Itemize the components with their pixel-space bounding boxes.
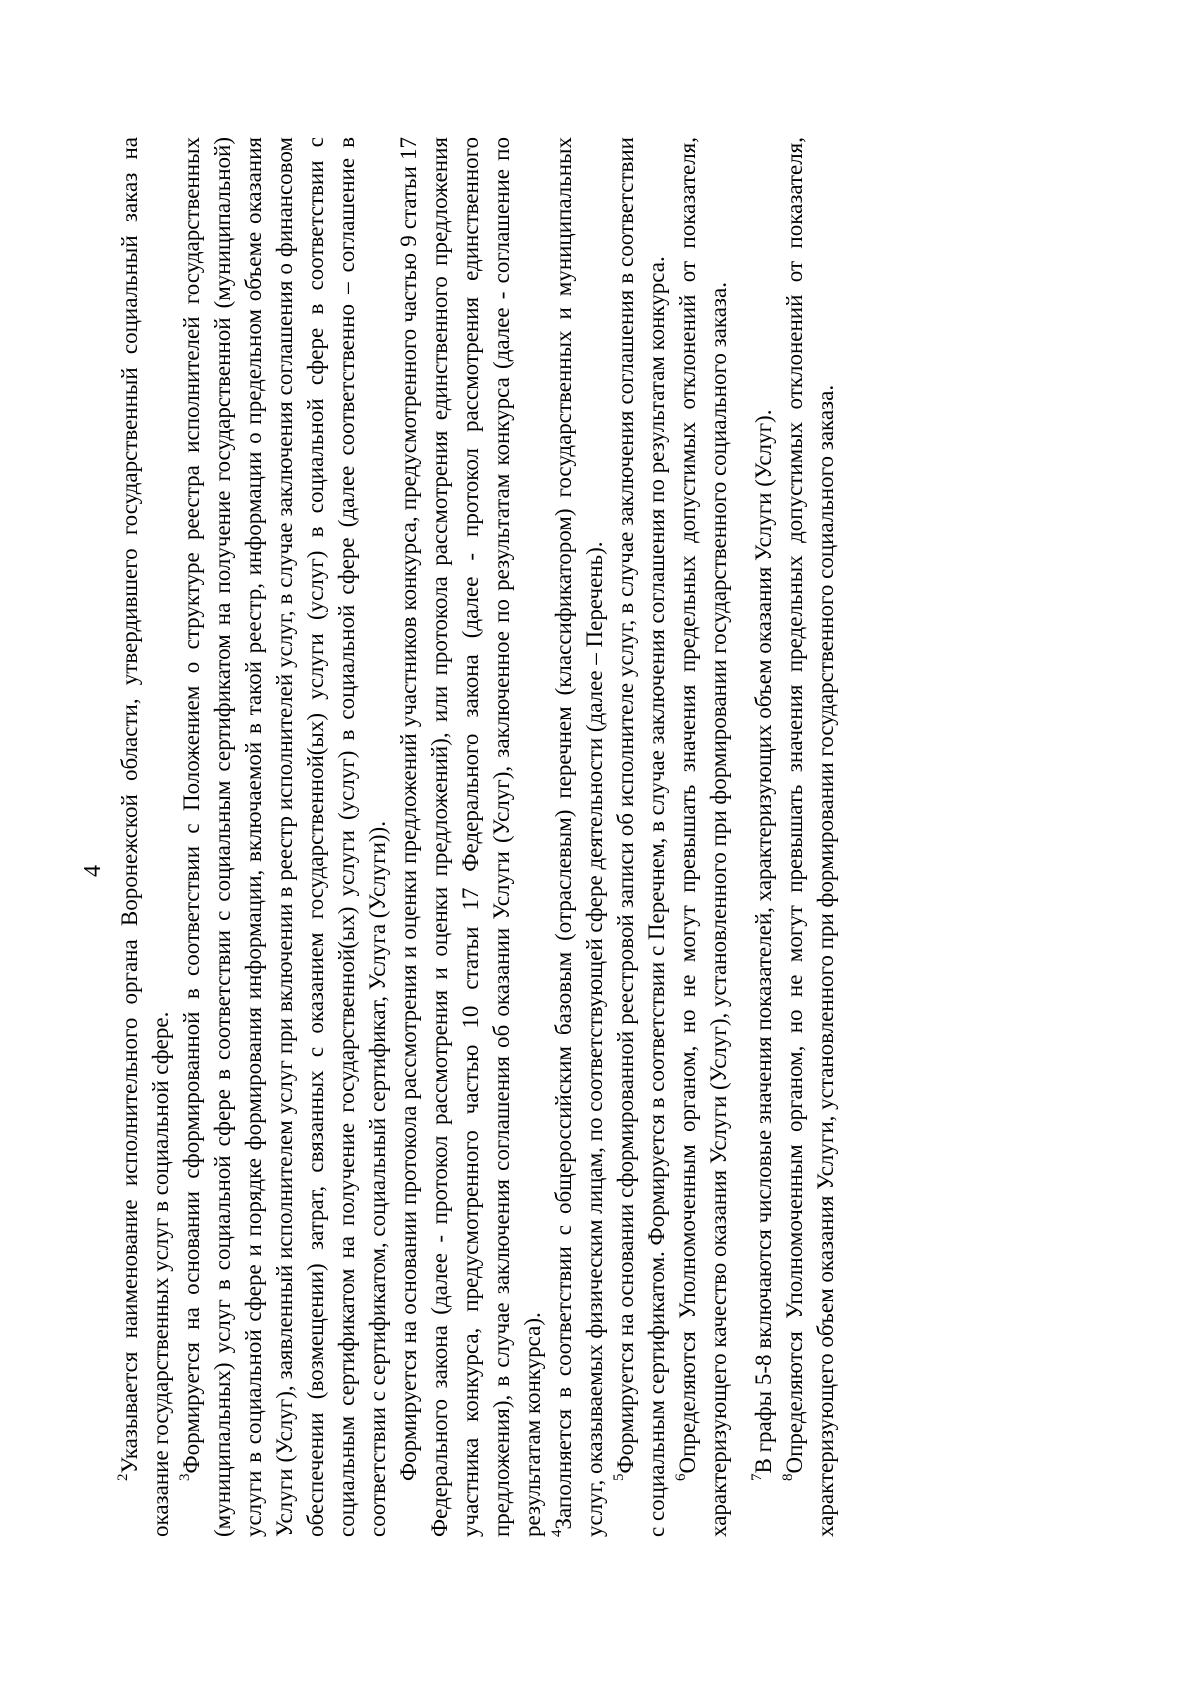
footnote [672, 137, 734, 1537]
footnote-marker: 6 [673, 1473, 690, 1481]
footnote-text: Определяются Уполномоченным органом, но не могут превышать значения предельных допустимых отклонений от показателя, характеризующего качество оказания Услуги (Услуг), установленного при формировании государственного социального заказа. [675, 137, 731, 1537]
footnote-marker: 8 [780, 1473, 797, 1481]
footnote [393, 137, 548, 1537]
footnote [748, 137, 779, 1537]
footnote-marker: 3 [177, 1473, 194, 1481]
footnote-marker: 5 [611, 1473, 628, 1481]
footnote-text: Указывается наименование исполнительного органа Воронежской области, утвердившего государственный социальный заказ на оказание государственных услуг в социальной сфере. [117, 137, 173, 1537]
footnote-text: Формируется на основании сформированной в соответствии с Положением о структуре реестра исполнителей государственных (муниципальных) услуг в социальной сфере в соответствии с социальным сертификатом на получение государственной (муниципальной) услуги в социальной сфере и порядке формирования информации, включаемой в такой реестр, информации о предельном объеме оказания Услуги (Услуг), заявленный исполнителем услуг при включении в реестр исполнителей услуг, в случае заключения соглашения о финансовом обеспечении (возмещении) затрат, связанных с оказанием государственной(ых) услуги (услуг) в социальной сфере в соответствии с социальным сертификатом на получение государственной(ых) услуги (услуг) в социальной сфере (далее соответственно – соглашение в соответствии с сертификатом, социальный сертификат, Услуга (Услуги)). [179, 137, 390, 1537]
footnotes [114, 137, 841, 1537]
footnote-marker: 7 [749, 1473, 766, 1481]
footnote [176, 137, 393, 1537]
footnote [548, 137, 610, 1537]
footnote-text: Формируется на основании протокола рассмотрения и оценки предложений участников конкурса, предусмотренного частью 9 статьи 17 Федерального закона (далее - протокол рассмотрения и оценки предложений), или протокола рассмотрения единственного предложения участника конкурса, предусмотренного частью 10 статьи 17 Федерального закона (далее - протокол рассмотрения единственного предложения), в случае заключения соглашения об оказании Услуги (Услуг), заключенное по результатам конкурса (далее - соглашение по результатам конкурса). [396, 137, 545, 1537]
footnote [610, 137, 672, 1537]
footnote [114, 137, 176, 1537]
footnote-marker: 2 [115, 1473, 132, 1481]
footnote [779, 137, 841, 1537]
footnote-marker: 4 [549, 1529, 566, 1537]
page-number: 4 [80, 865, 106, 877]
footnote-text: Формируется на основании сформированной реестровой записи об исполнителе услуг, в случае заключения соглашения в соответствии с социальным сертификатом. Формируется в соответствии с Перечнем, в случае заключения соглашения по результатам конкурса. [613, 137, 669, 1537]
footnote-text: В графы 5-8 включаются числовые значения показателей, характеризующих объем оказания Услуги (Услуг). [751, 409, 776, 1474]
footnote-text: Заполняется в соответствии с общероссийским базовым (отраслевым) перечнем (классификатором) государственных и муниципальных услуг, оказываемых физическим лицам, по соответствующей сфере деятельности (далее – Перечень). [551, 137, 607, 1537]
footnote-text: Определяются Уполномоченным органом, но не могут превышать значения предельных допустимых отклонений от показателя, характеризующего объем оказания Услуги, установленного при формировании государственного социального заказа. [782, 137, 838, 1537]
